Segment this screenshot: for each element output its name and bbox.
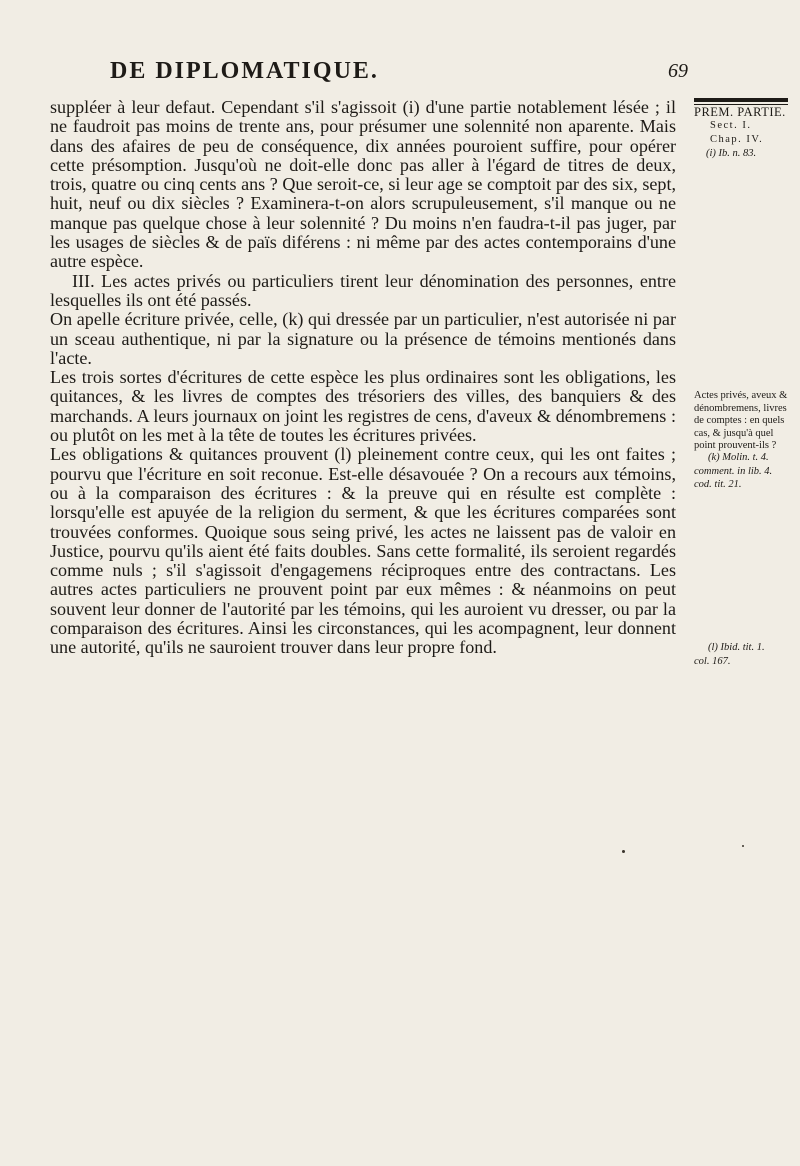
margin-footnote-l-line1: (l) Ibid. tit. 1. [708, 642, 765, 653]
running-title: DE DIPLOMATIQUE. [110, 58, 379, 84]
margin-chapter-label: Chap. IV. [710, 134, 764, 145]
margin-part-label: PREM. PARTIE. [694, 105, 786, 119]
margin-side-note: Actes privés, aveux & dénombremens, livres de comptes : en quels cas, & jusqu'à quel point prouvent-ils ? [694, 390, 788, 451]
paper-speck [742, 845, 744, 847]
paragraph-4: Les trois sortes d'écritures de cette espèce les plus ordinaires sont les obligations, les quitances, & les livres de comptes des trésoriers des villes, des banquiers & des marchands. A leurs journaux on joint les registres de cens, d'aveux & dénombremens : ou plutôt on les met à la tête de toutes les écritures privées. [50, 367, 676, 446]
paper-speck [622, 850, 625, 853]
margin-footnote-k-line2: comment. in lib. 4. cod. tit. 21. [694, 466, 773, 490]
main-text-column [50, 98, 676, 658]
page-number: 69 [668, 60, 688, 82]
paragraph-5: Les obligations & quitances prouvent (l) pleinement contre ceux, qui les ont faites ; pourvu que l'écriture en soit reconue. Est-elle désavouée ? On a recours aux témoins, ou à la comparaison des écritures : & la preuve qui en résulte est complète : lorsqu'elle est apuyée de la religion du serment, & que les écritures comparées sont trouvées conformes. Quoique sous seing privé, les actes ne laissent pas de valoir en Justice, pourvu qu'ils aient été faits doubles. Sans cette formalité, ils seroient regardés comme nuls ; s'il s'agissoit d'engagemens réciproques entre des contractans. Les autres actes particuliers ne prouvent point par eux mêmes : & néanmoins on peut souvent leur donner de l'autorité par les témoins, qui les auroient vu dresser, ou par la comparaison des écritures. Ainsi les circonstances, qui les acompagnent, leur donnent une autorité, qu'ils ne sauroient trouver dans leur propre fond. [50, 444, 676, 658]
paragraph-1: suppléer à leur defaut. Cependant s'il s'agissoit (i) d'une partie notablement lésée ; il ne faudroit pas moins de trente ans, pour présumer une solennité non aparente. Mais dans des afaires de peu de conséquence, dix années pouroient suffire, pour opérer cette présomption. Jusqu'où ne doit-elle donc pas aller à l'égard de titres de deux, trois, quatre ou cinq cents ans ? Que seroit-ce, si leur age se comptoit par des six, sept, huit, neuf ou dix siècles ? Examinera-t-on alors scrupuleusement, s'il manque ou ne manque pas quelque chose à leur solennité ? Du moins n'en faudra-t-il pas juger, par les usages de siècles & de païs diférens : ni même par des actes contemporains d'une autre espèce. [50, 97, 676, 272]
margin-rule-thick [694, 98, 788, 102]
margin-footnote-i: (i) Ib. n. 83. [706, 148, 757, 159]
margin-footnote-l-line2: col. 167. [694, 656, 731, 667]
paragraph-2: III. Les actes privés ou particuliers tirent leur dénomination des personnes, entre lesquelles ils ont été passés. [50, 270, 676, 310]
margin-footnote-k-line1: (k) Molin. t. 4. [708, 452, 769, 463]
paragraph-3: On apelle écriture privée, celle, (k) qui dressée par un particulier, n'est autorisée ni par un sceau authentique, ni par la signature ou la présence de témoins mentionés dans l'acte. [50, 309, 676, 368]
margin-section-label: Sect. I. [710, 120, 752, 131]
